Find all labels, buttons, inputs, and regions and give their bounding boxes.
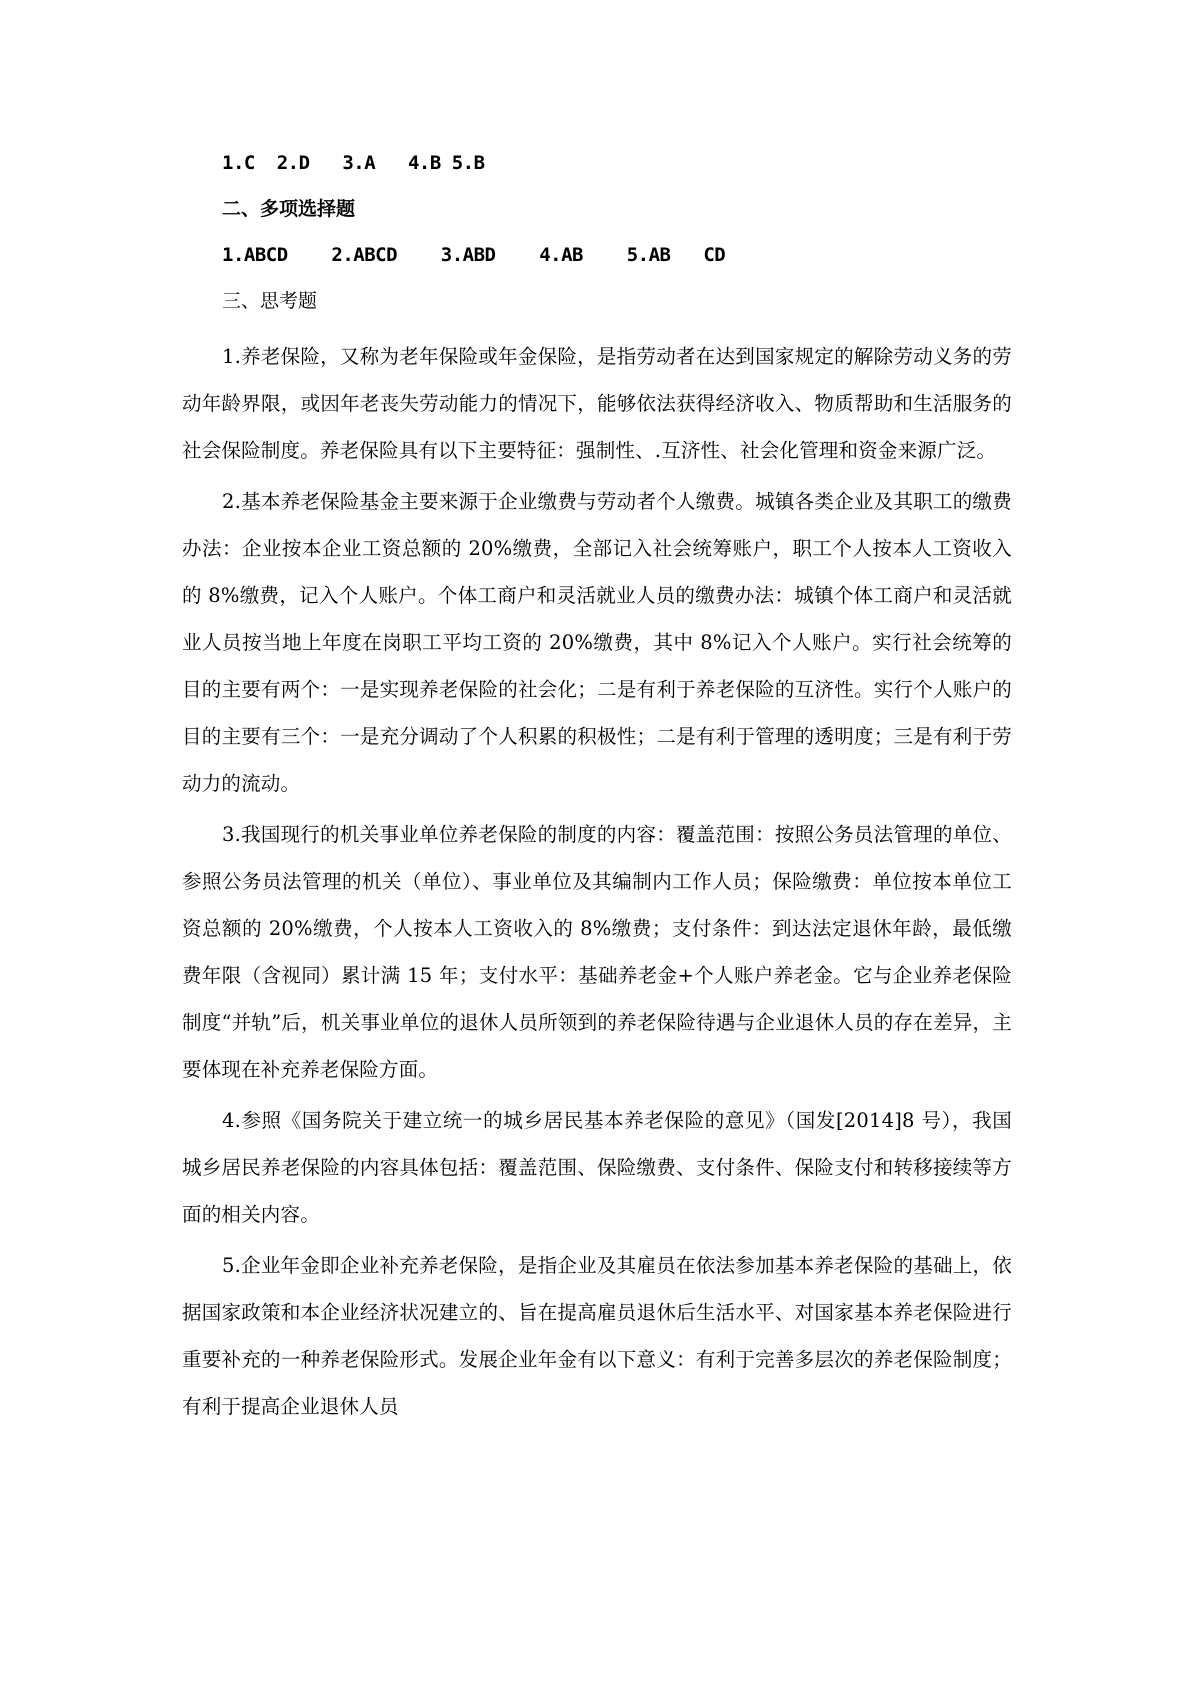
answer-paragraph-4: 4.参照《国务院关于建立统一的城乡居民基本养老保险的意见》（国发[2014]8 号），我国城乡居民养老保险的内容具体包括：覆盖范围、保险缴费、支付条件、保险支付和转移接续等方面的相关内容。 xyxy=(182,1109,1012,1226)
answer-paragraph-3: 3.我国现行的机关事业单位养老保险的制度的内容：覆盖范围：按照公务员法管理的单位、参照公务员法管理的机关（单位）、事业单位及其编制内工作人员；保险缴费：单位按本单位工资总额的 20%缴费，个人按本人工资收入的 8%缴费；支付条件：到达法定退休年龄，最低缴费年限（含视同）累计满 15 年；支付水平：基础养老金+个人账户养老金。它与企业养老保险制度“并轨”后，机关事业单位的退休人员所领到的养老保险待遇与企业退休人员的存在差异，主要体现在补充养老保险方面。 xyxy=(182,823,1012,1081)
thinking-questions-heading: 三、思考题 xyxy=(222,290,318,312)
answer-paragraph-5: 5.企业年金即企业补充养老保险，是指企业及其雇员在依法参加基本养老保险的基础上，依据国家政策和本企业经济状况建立的、旨在提高雇员退休后生活水平、对国家基本养老保险进行重要补充的一种养老保险形式。发展企业年金有以下意义：有利于完善多层次的养老保险制度；有利于提高企业退休人员 xyxy=(182,1254,1012,1418)
answer-paragraph-2: 2.基本养老保险基金主要来源于企业缴费与劳动者个人缴费。城镇各类企业及其职工的缴费办法：企业按本企业工资总额的 20%缴费，全部记入社会统筹账户，职工个人按本人工资收入的 8%缴费，记入个人账户。个体工商户和灵活就业人员的缴费办法：城镇个体工商户和灵活就业人员按当地上年度在岗职工平均工资的 20%缴费，其中 8%记入个人账户。实行社会统筹的目的主要有两个：一是实现养老保险的社会化；二是有利于养老保险的互济性。实行个人账户的目的主要有三个：一是充分调动了个人积累的积极性；二是有利于管理的透明度；三是有利于劳动力的流动。 xyxy=(182,490,1012,795)
document-content xyxy=(182,151,1012,1434)
multiple-choice-answers: 1.ABCD 2.ABCD 3.ABD 4.AB 5.AB CD xyxy=(222,244,726,266)
multiple-choice-heading: 二、多项选择题 xyxy=(222,198,356,220)
single-choice-answers: 1.C 2.D 3.A 4.B 5.B xyxy=(222,152,485,174)
answer-paragraph-1: 1.养老保险，又称为老年保险或年金保险，是指劳动者在达到国家规定的解除劳动义务的劳动年龄界限，或因年老丧失劳动能力的情况下，能够依法获得经济收入、物质帮助和生活服务的社会保险制度。养老保险具有以下主要特征：强制性、.互济性、社会化管理和资金来源广泛。 xyxy=(182,345,1012,462)
